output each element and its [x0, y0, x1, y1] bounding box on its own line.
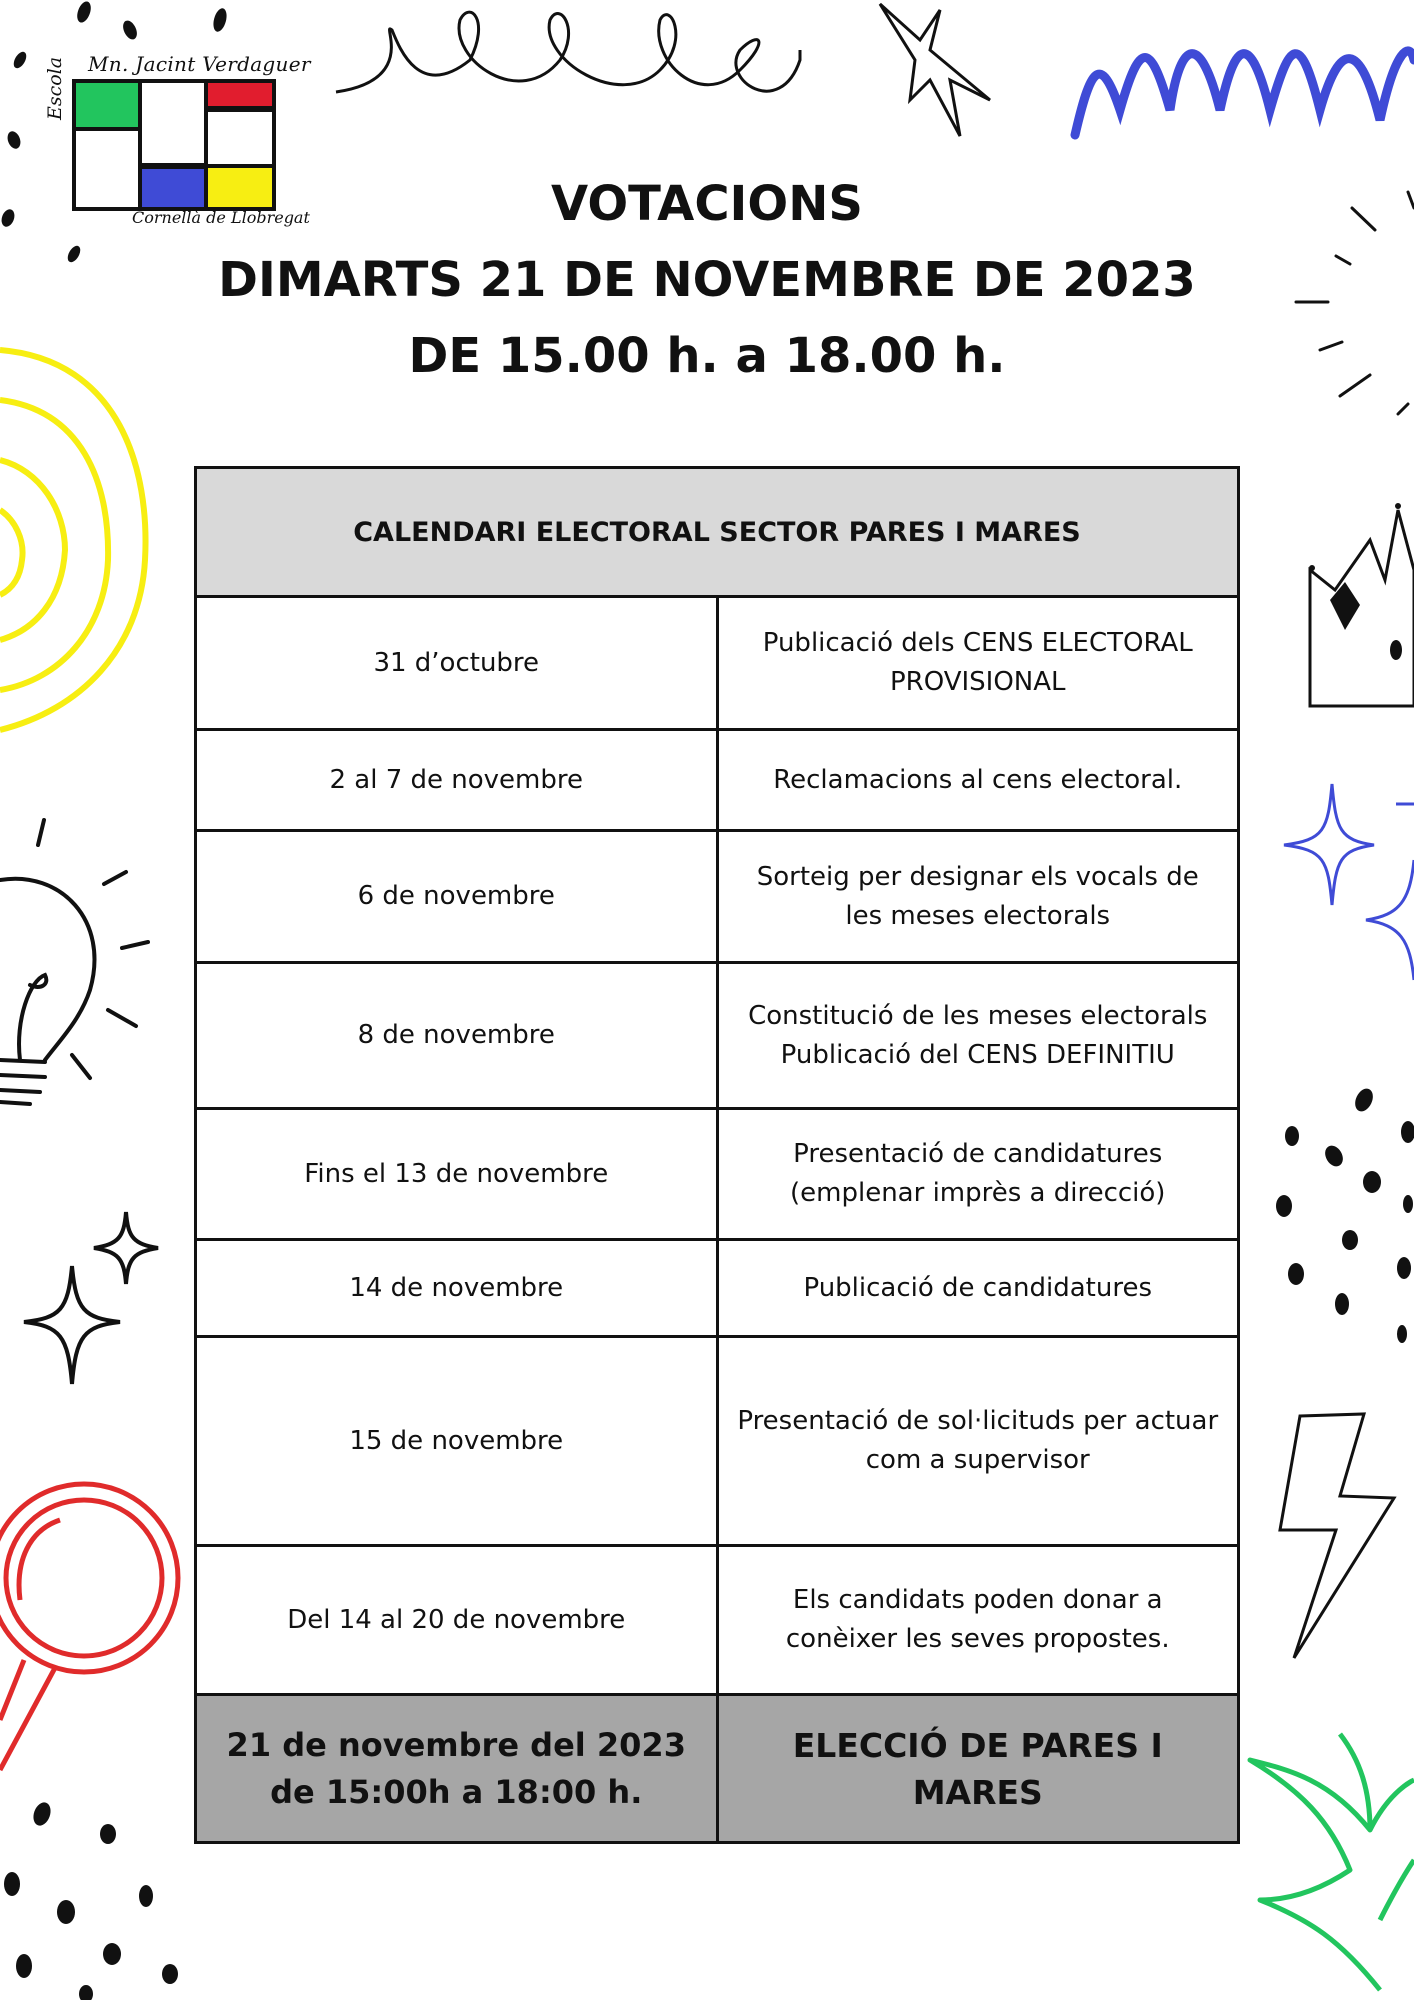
row-event: Presentació de candidatures (emplenar imprès a direcció)	[717, 1109, 1239, 1240]
row-event: Publicació dels CENS ELECTORAL PROVISIONAL	[717, 597, 1239, 730]
blue-stars-icon	[1284, 784, 1414, 980]
logo-city: Cornellà de Llobregat	[132, 208, 310, 227]
green-leaf-icon	[1250, 1734, 1414, 1990]
blue-zigzag-icon	[1075, 51, 1414, 135]
row-date: 31 d’octubre	[196, 597, 718, 730]
page-title	[150, 166, 1264, 394]
table-row	[196, 597, 1239, 730]
row-date: Fins el 13 de novembre	[196, 1109, 718, 1240]
burst-lines-icon	[1296, 192, 1414, 414]
lightbulb-icon	[0, 820, 148, 1104]
black-stars-icon	[24, 1212, 158, 1384]
row-event: Presentació de sol·licituds per actuar com a supervisor	[717, 1337, 1239, 1546]
logo-prefix: Escola	[44, 56, 66, 120]
title-line-2: DIMARTS 21 DE NOVEMBRE DE 2023	[218, 252, 1196, 308]
table-row	[196, 831, 1239, 963]
row-event: Reclamacions al cens electoral.	[717, 730, 1239, 831]
row-date: 2 al 7 de novembre	[196, 730, 718, 831]
dots-pattern-icon	[1276, 1086, 1414, 1343]
leaf-icon	[880, 4, 990, 136]
row-date: 6 de novembre	[196, 831, 718, 963]
red-magnifier-icon	[0, 1484, 178, 1770]
row-date: 8 de novembre	[196, 963, 718, 1109]
table-row	[196, 1109, 1239, 1240]
table-row	[196, 1240, 1239, 1337]
row-event: Constitució de les meses electorals Publicació del CENS DEFINITIU	[717, 963, 1239, 1109]
row-event: Sorteig per designar els vocals de les meses electorals	[717, 831, 1239, 963]
election-day-row	[196, 1695, 1239, 1843]
yellow-spiral-icon	[0, 350, 146, 730]
logo-school-name: Mn. Jacint Verdaguer	[88, 52, 311, 76]
election-event: ELECCIÓ DE PARES I MARES	[717, 1695, 1239, 1843]
title-line-1: VOTACIONS	[551, 176, 863, 232]
table-header-row	[196, 468, 1239, 597]
row-date: 14 de novembre	[196, 1240, 718, 1337]
table-row	[196, 1337, 1239, 1546]
electoral-calendar-table	[194, 466, 1240, 1844]
election-date: 21 de novembre del 2023 de 15:00h a 18:00 h.	[196, 1695, 718, 1843]
scribble-marks-icon	[4, 1800, 178, 2000]
lightning-icon	[1280, 1414, 1394, 1658]
row-date: Del 14 al 20 de novembre	[196, 1546, 718, 1695]
crown-icon	[1309, 503, 1414, 706]
calendar-title: CALENDARI ELECTORAL SECTOR PARES I MARES	[196, 468, 1239, 597]
table-row	[196, 730, 1239, 831]
row-event: Publicació de candidatures	[717, 1240, 1239, 1337]
row-date: 15 de novembre	[196, 1337, 718, 1546]
table-row	[196, 1546, 1239, 1695]
title-line-3: DE 15.00 h. a 18.00 h.	[408, 328, 1006, 384]
row-event: Els candidats poden donar a conèixer les seves propostes.	[717, 1546, 1239, 1695]
table-row	[196, 963, 1239, 1109]
loop-line-icon	[336, 12, 800, 92]
